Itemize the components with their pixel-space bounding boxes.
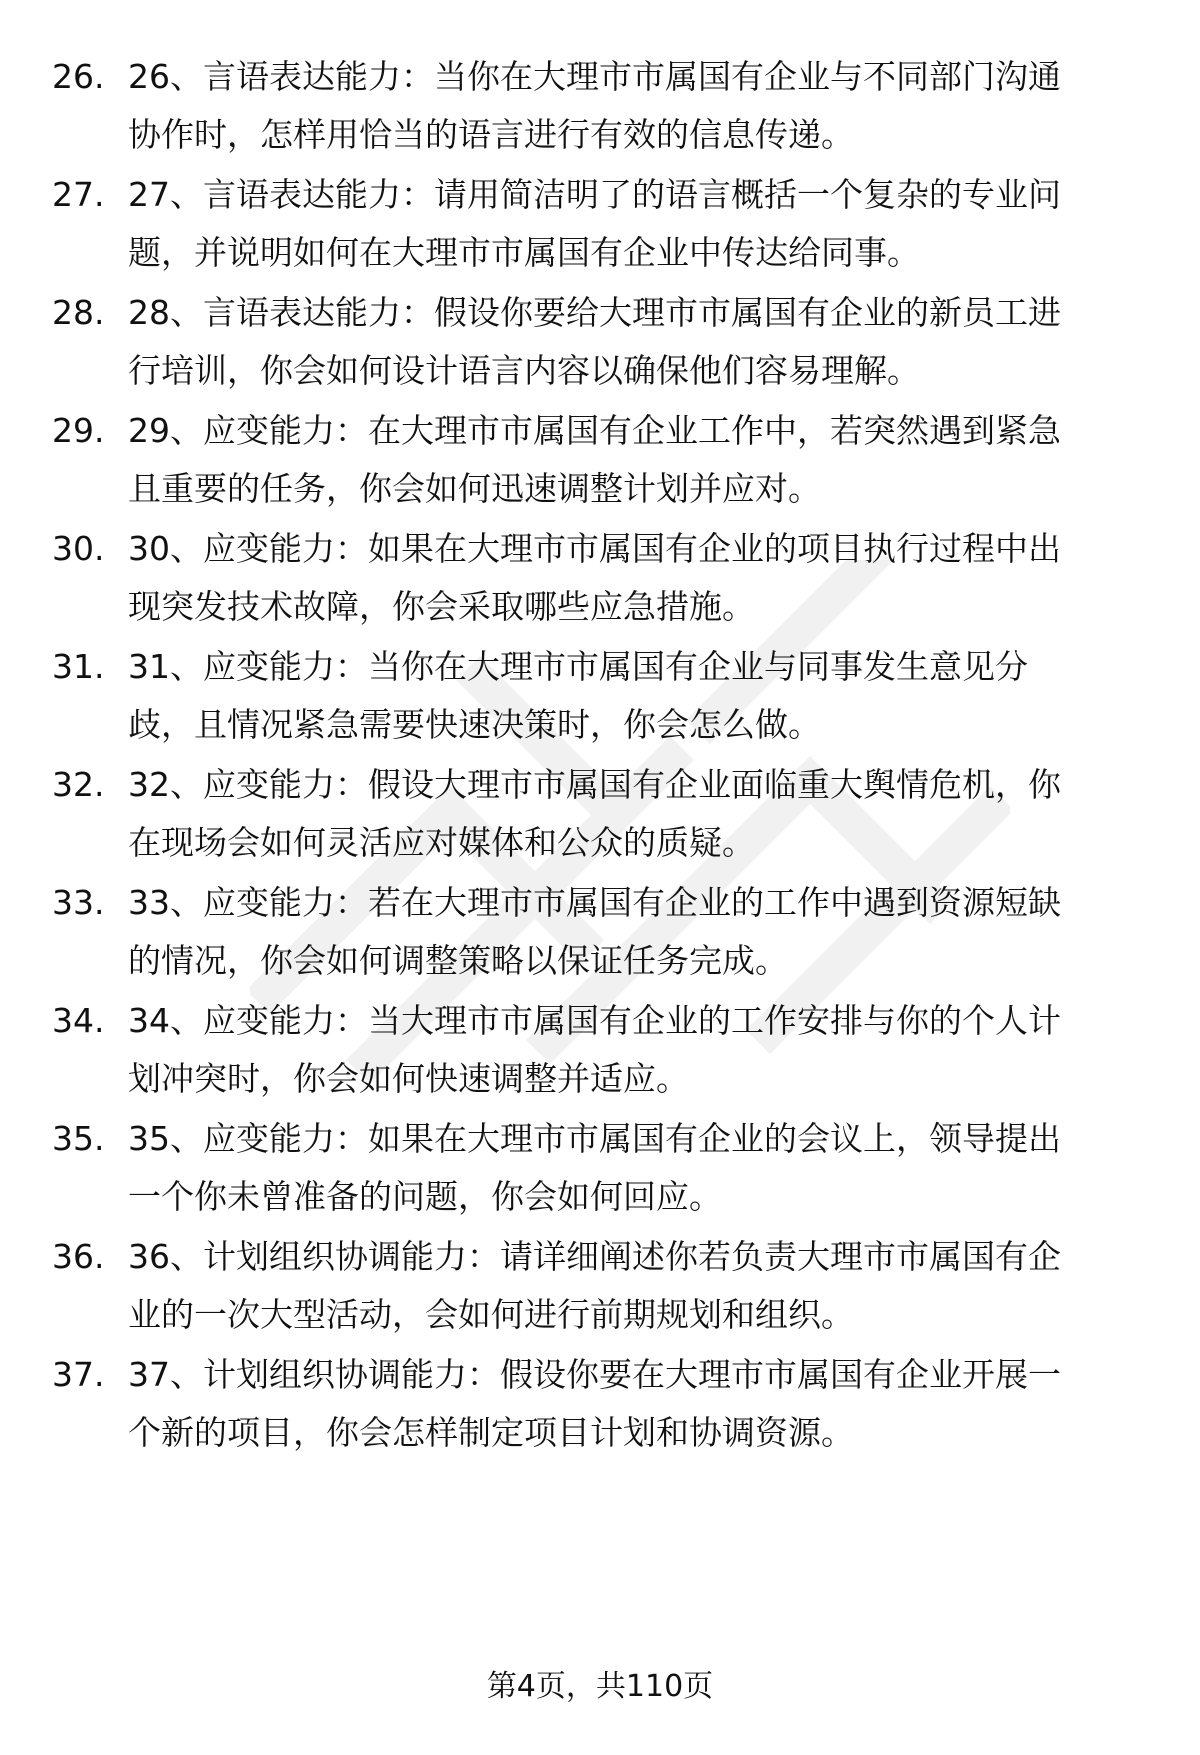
question-line: 36、计划组织协调能力：请详细阐述你若负责大理市市属国有企 <box>128 1237 1061 1276</box>
question-line: 28、言语表达能力：假设你要给大理市市属国有企业的新员工进 <box>128 293 1061 332</box>
page-footer <box>0 1667 1200 1707</box>
question-text <box>128 874 1148 990</box>
question-line: 现突发技术故障，你会采取哪些应急措施。 <box>128 587 755 626</box>
question-line: 的情况，你会如何调整策略以保证任务完成。 <box>128 941 788 980</box>
question-line: 歧，且情况紧急需要快速决策时，你会怎么做。 <box>128 705 821 744</box>
question-number: 34. <box>52 1001 105 1040</box>
question-line: 27、言语表达能力：请用简洁明了的语言概括一个复杂的专业问 <box>128 175 1061 214</box>
question-line: 个新的项目，你会怎样制定项目计划和协调资源。 <box>128 1413 854 1452</box>
question-line: 在现场会如何灵活应对媒体和公众的质疑。 <box>128 823 755 862</box>
question-line: 34、应变能力：当大理市市属国有企业的工作安排与你的个人计 <box>128 1001 1061 1040</box>
list-item <box>0 638 1200 758</box>
question-line: 26、言语表达能力：当你在大理市市属国有企业与不同部门沟通 <box>128 57 1061 96</box>
question-line: 37、计划组织协调能力：假设你要在大理市市属国有企业开展一 <box>128 1355 1061 1394</box>
list-item <box>0 874 1200 994</box>
question-number: 36. <box>52 1237 105 1276</box>
question-text <box>128 48 1148 164</box>
question-number: 37. <box>52 1355 105 1394</box>
question-number: 33. <box>52 883 105 922</box>
question-text <box>128 284 1148 400</box>
list-item <box>0 1228 1200 1348</box>
question-line: 29、应变能力：在大理市市属国有企业工作中，若突然遇到紧急 <box>128 411 1061 450</box>
question-number: 26. <box>52 57 105 96</box>
question-text <box>128 1110 1148 1226</box>
question-line: 协作时，怎样用恰当的语言进行有效的信息传递。 <box>128 115 854 154</box>
question-text <box>128 756 1148 872</box>
page-number-label: 第4页，共110页 <box>486 1669 714 1704</box>
list-item <box>0 992 1200 1112</box>
question-number: 29. <box>52 411 105 450</box>
list-item <box>0 1346 1200 1466</box>
list-item <box>0 284 1200 404</box>
question-text <box>128 638 1148 754</box>
list-item <box>0 166 1200 286</box>
question-number: 27. <box>52 175 105 214</box>
question-line: 题，并说明如何在大理市市属国有企业中传达给同事。 <box>128 233 920 272</box>
question-number: 35. <box>52 1119 105 1158</box>
list-item <box>0 1110 1200 1230</box>
question-line: 33、应变能力：若在大理市市属国有企业的工作中遇到资源短缺 <box>128 883 1061 922</box>
question-text <box>128 402 1148 518</box>
question-line: 一个你未曾准备的问题，你会如何回应。 <box>128 1177 722 1216</box>
question-text <box>128 1346 1148 1462</box>
question-text <box>128 992 1148 1108</box>
question-text <box>128 520 1148 636</box>
list-item <box>0 756 1200 876</box>
list-item <box>0 520 1200 640</box>
question-line: 且重要的任务，你会如何迅速调整计划并应对。 <box>128 469 821 508</box>
list-item <box>0 48 1200 168</box>
question-text <box>128 166 1148 282</box>
question-line: 业的一次大型活动，会如何进行前期规划和组织。 <box>128 1295 854 1334</box>
question-line: 行培训，你会如何设计语言内容以确保他们容易理解。 <box>128 351 920 390</box>
question-number: 28. <box>52 293 105 332</box>
question-text <box>128 1228 1148 1344</box>
question-number: 30. <box>52 529 105 568</box>
question-line: 划冲突时，你会如何快速调整并适应。 <box>128 1059 689 1098</box>
question-number: 31. <box>52 647 105 686</box>
list-item <box>0 402 1200 522</box>
question-line: 32、应变能力：假设大理市市属国有企业面临重大舆情危机，你 <box>128 765 1061 804</box>
question-line: 35、应变能力：如果在大理市市属国有企业的会议上，领导提出 <box>128 1119 1061 1158</box>
question-line: 31、应变能力：当你在大理市市属国有企业与同事发生意见分 <box>128 647 1028 686</box>
question-line: 30、应变能力：如果在大理市市属国有企业的项目执行过程中出 <box>128 529 1061 568</box>
question-number: 32. <box>52 765 105 804</box>
